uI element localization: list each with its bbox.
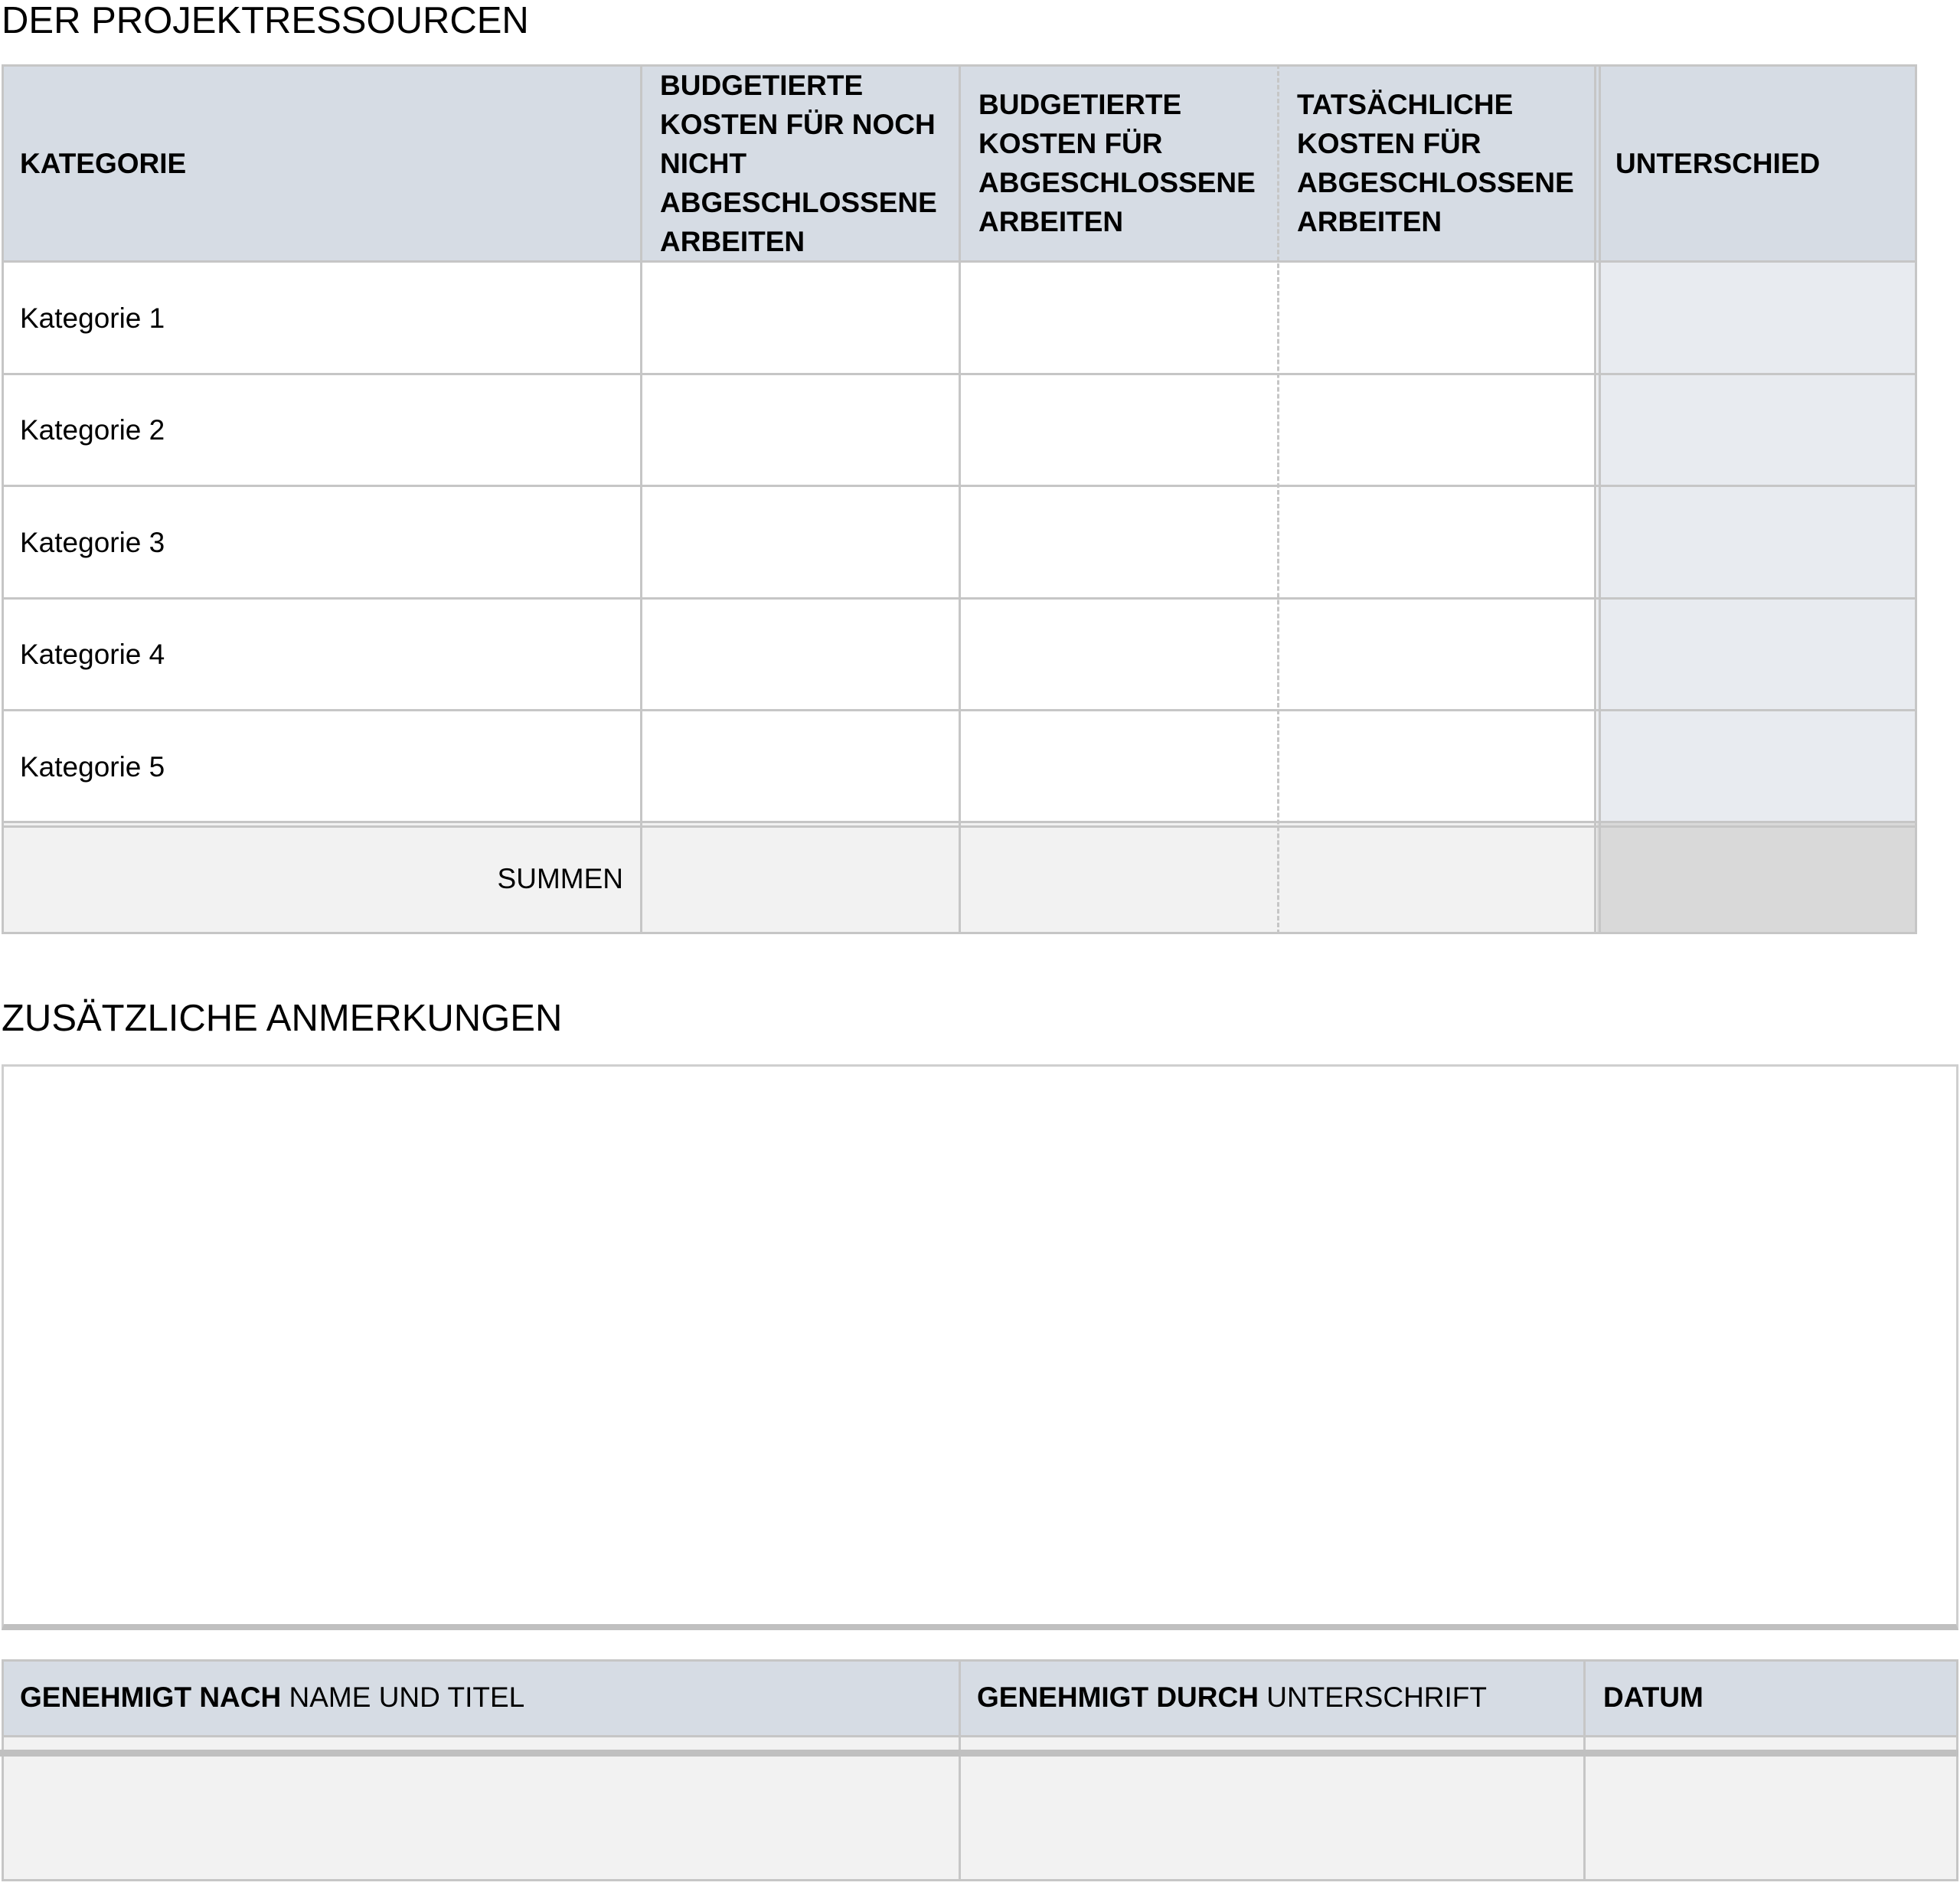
section-title-additional-notes: ZUSÄTZLICHE ANMERKUNGEN [2,998,563,1039]
header-actual-completed-work: TATSÄCHLICHE KOSTEN FÜR ABGESCHLOSSENE ARBEITEN [1279,64,1597,262]
header-budget-completed-work: BUDGETIERTE KOSTEN FÜR ABGESCHLOSSENE ARBEITEN [960,64,1279,262]
approval-table [2,1659,1958,1887]
category-label: Kategorie 1 [2,262,642,374]
table-border [2,64,1917,934]
category-label: Kategorie 5 [2,711,642,822]
header-unterschied: UNTERSCHIED [1597,64,1917,262]
approval-bottom-rule [0,1750,1958,1757]
resource-cost-table [2,64,1917,934]
category-label: Kategorie 2 [2,374,642,486]
approval-header-name-normal: NAME UND TITEL [281,1681,525,1713]
approval-header-signature-normal: UNTERSCHRIFT [1258,1681,1487,1713]
section-title-project-resources: DER PROJEKTRESSOURCEN [2,0,529,41]
table-border [2,1659,1958,1881]
approval-header-name-bold: GENEHMIGT NACH [20,1681,282,1713]
category-label: Kategorie 3 [2,486,642,598]
approval-header-signature-bold: GENEHMIGT DURCH [977,1681,1259,1713]
category-label: Kategorie 4 [2,598,642,711]
header-budget-open-work: BUDGETIERTE KOSTEN FÜR NOCH NICHT ABGESCHLOSSENE ARBEITEN [642,64,960,262]
notes-textbox[interactable] [2,1064,1958,1630]
approval-header-date-bold: DATUM [1603,1681,1704,1713]
header-kategorie: KATEGORIE [2,64,642,262]
totals-label: SUMMEN [2,822,642,934]
